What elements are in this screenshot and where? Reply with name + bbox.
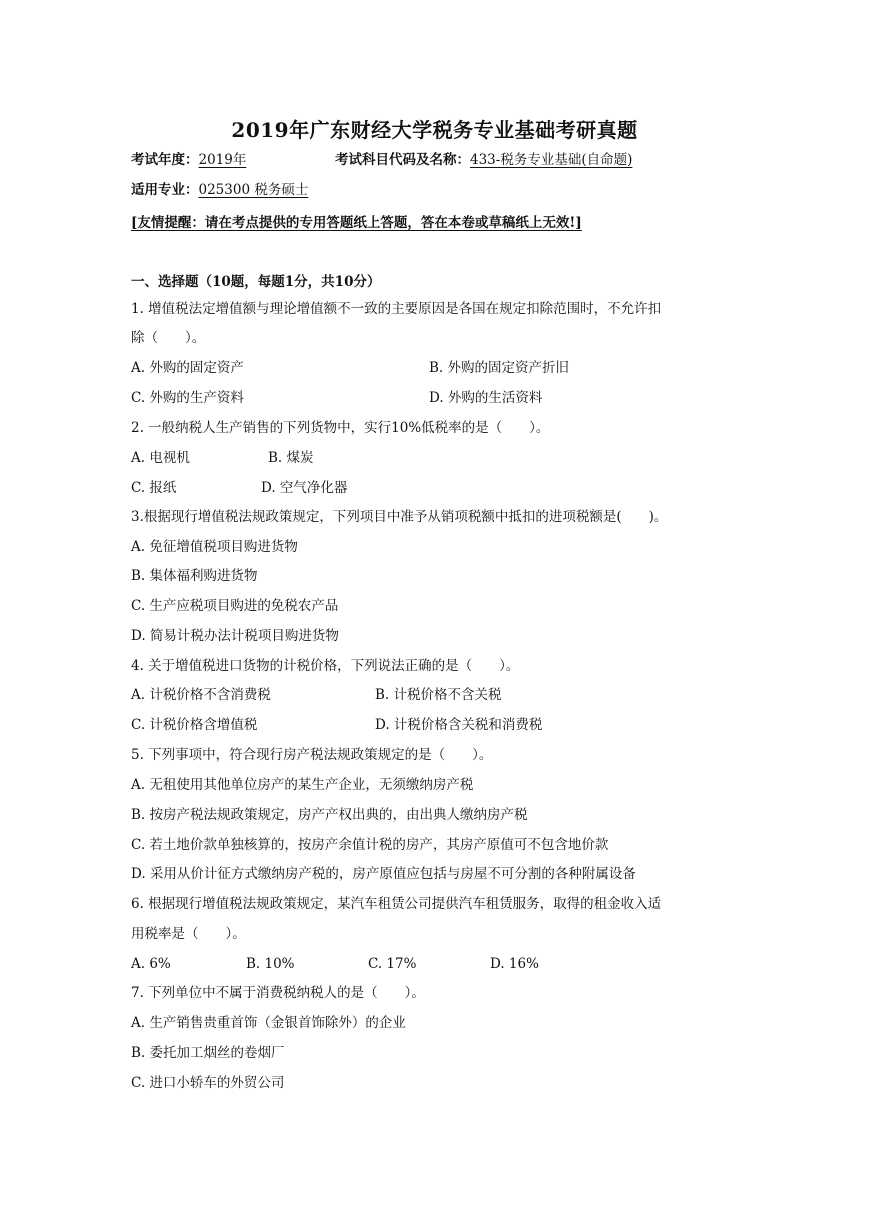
question-1-option-a: A. 外购的固定资产 — [131, 360, 244, 376]
exam-year — [131, 151, 246, 169]
question-3-option-a: A. 免征增值税项目购进货物 — [131, 539, 298, 555]
question-5-line-1: 5. 下列事项中，符合现行房产税法规政策规定的是（ ）。 — [131, 747, 493, 763]
exam-subject — [335, 151, 632, 169]
question-1-line-1: 1. 增值税法定增值额与理论增值额不一致的主要原因是各国在规定扣除范围时，不允许扣 — [131, 301, 662, 317]
question-1-line-2: 除（ ）。 — [131, 330, 206, 346]
exam-major-value: 025300 税务硕士 — [198, 182, 309, 198]
question-1-option-b: B. 外购的固定资产折旧 — [429, 360, 570, 376]
question-5-option-b: B. 按房产税法规政策规定，房产产权出典的，由出典人缴纳房产税 — [131, 807, 528, 823]
question-7-option-c: C. 进口小轿车的外贸公司 — [131, 1075, 285, 1091]
question-3-option-c: C. 生产应税项目购进的免税农产品 — [131, 598, 339, 614]
exam-major-label: 适用专业： — [131, 182, 199, 198]
question-7-option-b: B. 委托加工烟丝的卷烟厂 — [131, 1045, 285, 1061]
question-4-option-d: D. 计税价格含关税和消费税 — [375, 717, 543, 733]
question-4-line-1: 4. 关于增值税进口货物的计税价格，下列说法正确的是（ ）。 — [131, 658, 520, 674]
question-1-option-c: C. 外购的生产资料 — [131, 390, 244, 406]
question-6-option-c: C. 17% — [368, 956, 417, 972]
question-2-option-a: A. 电视机 — [131, 450, 190, 466]
question-5-option-d: D. 采用从价计征方式缴纳房产税的，房产原值应包括与房屋不可分割的各种附属设备 — [131, 866, 636, 882]
question-3-option-b: B. 集体福利购进货物 — [131, 568, 258, 584]
question-2-option-c: C. 报纸 — [131, 480, 177, 496]
question-4-option-b: B. 计税价格不含关税 — [375, 687, 502, 703]
question-3-line-1: 3.根据现行增值税法规政策规定，下列项目中准予从销项税额中抵扣的进项税额是( )。 — [131, 509, 668, 525]
question-2-line-1: 2. 一般纳税人生产销售的下列货物中，实行10%低税率的是（ ）。 — [131, 420, 550, 436]
exam-subject-value: 433-税务专业基础(自命题) — [470, 152, 633, 168]
question-1-option-d: D. 外购的生活资料 — [429, 390, 543, 406]
question-2-option-b: B. 煤炭 — [268, 450, 314, 466]
friendly-reminder: [友情提醒：请在考点提供的专用答题纸上答题，答在本卷或草稿纸上无效!] — [131, 215, 582, 231]
question-5-option-a: A. 无租使用其他单位房产的某生产企业，无须缴纳房产税 — [131, 777, 474, 793]
question-7-option-a: A. 生产销售贵重首饰（金银首饰除外）的企业 — [131, 1015, 406, 1031]
question-5-option-c: C. 若土地价款单独核算的，按房产余值计税的房产，其房产原值可不包含地价款 — [131, 837, 609, 853]
question-6-line-1: 6. 根据现行增值税法规政策规定，某汽车租赁公司提供汽车租赁服务，取得的租金收入适 — [131, 896, 662, 912]
question-6-option-d: D. 16% — [490, 956, 539, 972]
question-6-option-a: A. 6% — [131, 956, 171, 972]
question-4-option-a: A. 计税价格不含消费税 — [131, 687, 271, 703]
question-6-option-b: B. 10% — [246, 956, 295, 972]
question-6-line-2: 用税率是（ ）。 — [131, 926, 246, 942]
exam-year-value: 2019年 — [198, 152, 247, 168]
question-2-option-d: D. 空气净化器 — [261, 480, 348, 496]
question-7-line-1: 7. 下列单位中不属于消费税纳税人的是（ ）。 — [131, 985, 425, 1001]
question-4-option-c: C. 计税价格含增值税 — [131, 717, 258, 733]
exam-major — [131, 181, 308, 199]
section-heading: 一、选择题（10题，每题1分，共10分） — [131, 274, 381, 290]
page-title: 2019年广东财经大学税务专业基础考研真题 — [231, 118, 638, 142]
exam-year-label: 考试年度： — [131, 152, 199, 168]
exam-subject-label: 考试科目代码及名称： — [335, 152, 470, 168]
question-3-option-d: D. 简易计税办法计税项目购进货物 — [131, 628, 339, 644]
